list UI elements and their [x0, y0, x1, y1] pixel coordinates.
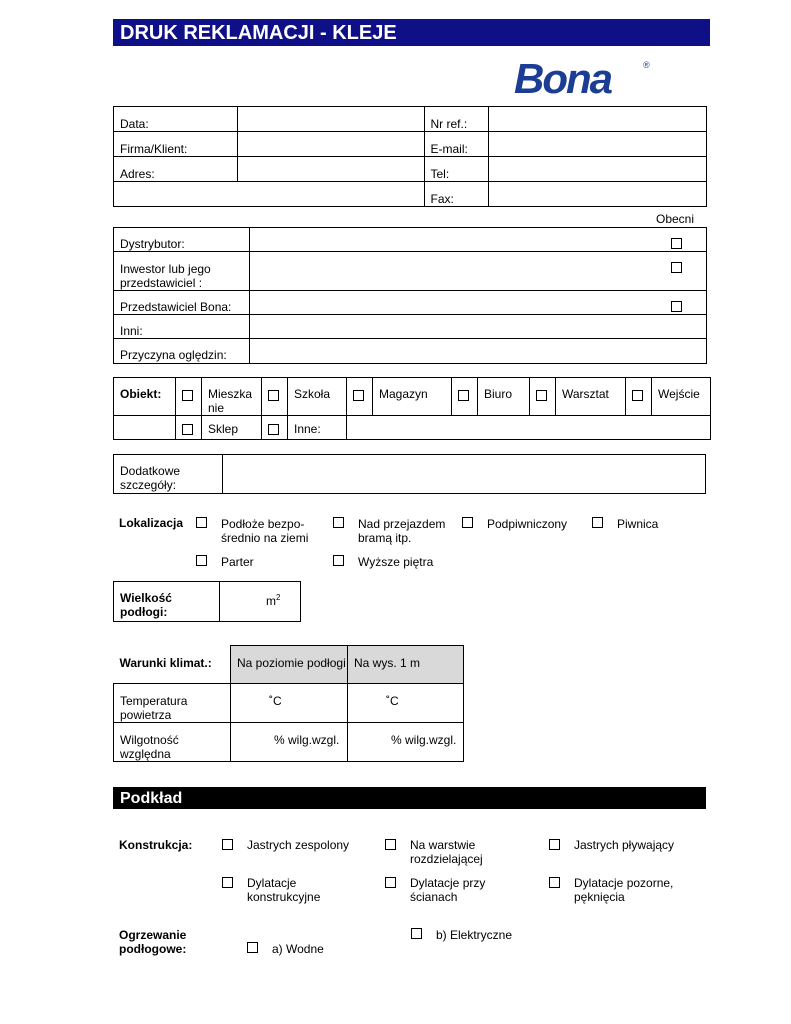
location-option: Wyższe piętra: [358, 555, 434, 569]
humidity-height-field[interactable]: % wilg.wzgl.: [348, 723, 464, 762]
tel-field[interactable]: [489, 157, 707, 182]
object-other-field[interactable]: [347, 416, 711, 440]
checkbox-icon[interactable]: [411, 928, 422, 939]
details-field[interactable]: [223, 455, 706, 494]
company-field[interactable]: [237, 132, 424, 157]
checkbox-icon[interactable]: [333, 517, 344, 528]
tel-label: Tel:: [424, 157, 489, 182]
location-option: Piwnica: [617, 517, 659, 531]
checkbox-icon[interactable]: [549, 839, 560, 850]
registered-icon: ®: [643, 60, 650, 70]
heating-label: Ogrzewanie podłogowe:: [119, 928, 187, 956]
object-checkbox[interactable]: [176, 378, 202, 416]
company-label: Firma/Klient:: [114, 132, 238, 157]
checkbox-icon[interactable]: [549, 877, 560, 888]
date-label: Data:: [114, 107, 238, 132]
checkbox-icon[interactable]: [268, 390, 279, 401]
object-checkbox[interactable]: [530, 378, 556, 416]
checkbox-icon[interactable]: [632, 390, 643, 401]
construction-option: Dylatacje pozorne, pęknięcia: [574, 876, 674, 904]
fax-field[interactable]: [489, 182, 707, 207]
construction-label: Konstrukcja:: [119, 838, 193, 852]
present-row-field[interactable]: [250, 291, 707, 315]
floor-size-table: [113, 581, 301, 622]
present-row-field[interactable]: [250, 315, 707, 339]
present-row-field[interactable]: [250, 339, 707, 364]
client-info-table: [113, 106, 707, 207]
checkbox-icon[interactable]: [671, 238, 682, 249]
checkbox-icon[interactable]: [458, 390, 469, 401]
climate-table: [113, 645, 464, 762]
address-field[interactable]: [237, 157, 424, 182]
object-option: Inne:: [288, 416, 347, 440]
area-unit-exponent: 2: [276, 593, 281, 602]
checkbox-icon[interactable]: [385, 877, 396, 888]
section-title: Podkład: [113, 787, 706, 809]
object-checkbox[interactable]: [452, 378, 478, 416]
construction-option: Dylatacje konstrukcyjne: [247, 876, 321, 904]
ref-label: Nr ref.:: [424, 107, 489, 132]
checkbox-icon[interactable]: [247, 942, 258, 953]
ref-field[interactable]: [489, 107, 707, 132]
present-row-label: Dystrybutor:: [114, 228, 250, 252]
present-row-label: Inwestor lub jego przedstawiciel :: [114, 252, 250, 291]
checkbox-icon[interactable]: [536, 390, 547, 401]
object-checkbox[interactable]: [347, 378, 373, 416]
humidity-label: Wilgotność względna: [114, 723, 231, 762]
details-table: [113, 454, 706, 494]
location-label: Lokalizacja: [119, 516, 184, 530]
floor-size-field[interactable]: [220, 582, 301, 622]
heating-option-electric: b) Elektryczne: [436, 928, 513, 942]
object-option: Wejście: [652, 378, 711, 416]
construction-option: Na warstwie rozdzielającej: [410, 838, 483, 866]
location-option: Parter: [221, 555, 254, 569]
object-empty-cell: [114, 416, 176, 440]
location-option: Podpiwniczony: [487, 517, 568, 531]
climate-label: Warunki klimat.:: [114, 646, 231, 684]
fax-label: Fax:: [424, 182, 489, 207]
object-option: Mieszka nie: [202, 378, 262, 416]
present-header: Obecni: [656, 212, 695, 226]
object-checkbox[interactable]: [626, 378, 652, 416]
checkbox-icon[interactable]: [385, 839, 396, 850]
location-option: Nad przejazdem bramą itp.: [358, 517, 446, 545]
present-row-field[interactable]: [250, 252, 707, 291]
object-option: Biuro: [478, 378, 530, 416]
object-option: Magazyn: [373, 378, 452, 416]
checkbox-icon[interactable]: [333, 555, 344, 566]
climate-col-height: Na wys. 1 m: [348, 646, 464, 684]
temperature-height-field[interactable]: ˚C: [348, 684, 464, 723]
area-unit: m: [266, 594, 276, 608]
object-table: [113, 377, 711, 440]
object-option: Sklep: [202, 416, 262, 440]
checkbox-icon[interactable]: [222, 839, 233, 850]
location-option: Podłoże bezpo- średnio na ziemi: [221, 517, 309, 545]
page-title: DRUK REKLAMACJI - KLEJE: [113, 19, 710, 46]
checkbox-icon[interactable]: [196, 555, 207, 566]
checkbox-icon[interactable]: [222, 877, 233, 888]
details-label: Dodatkowe szczegóły:: [114, 455, 223, 494]
object-checkbox[interactable]: [262, 416, 288, 440]
construction-option: Jastrych zespolony: [247, 838, 350, 852]
address-field-2[interactable]: [114, 182, 425, 207]
checkbox-icon[interactable]: [196, 517, 207, 528]
object-label: Obiekt:: [114, 378, 176, 416]
object-checkbox[interactable]: [176, 416, 202, 440]
bona-logo: Bona: [514, 55, 611, 102]
humidity-floor-field[interactable]: % wilg.wzgl.: [231, 723, 348, 762]
present-row-label: Przedstawiciel Bona:: [114, 291, 250, 315]
temperature-floor-field[interactable]: ˚C: [231, 684, 348, 723]
checkbox-icon[interactable]: [353, 390, 364, 401]
address-label: Adres:: [114, 157, 238, 182]
checkbox-icon[interactable]: [268, 424, 279, 435]
checkbox-icon[interactable]: [592, 517, 603, 528]
climate-col-floor: Na poziomie podłogi: [231, 646, 348, 684]
object-option: Szkoła: [288, 378, 347, 416]
date-field[interactable]: [237, 107, 424, 132]
construction-option: Dylatacje przy ścianach: [410, 876, 486, 904]
checkbox-icon[interactable]: [671, 301, 682, 312]
checkbox-icon[interactable]: [671, 262, 682, 273]
checkbox-icon[interactable]: [182, 424, 193, 435]
checkbox-icon[interactable]: [462, 517, 473, 528]
checkbox-icon[interactable]: [182, 390, 193, 401]
email-field[interactable]: [489, 132, 707, 157]
object-option: Warsztat: [556, 378, 626, 416]
object-checkbox[interactable]: [262, 378, 288, 416]
construction-option: Jastrych pływający: [574, 838, 675, 852]
present-row-label: Inni:: [114, 315, 250, 339]
present-table: [113, 227, 707, 364]
temperature-label: Temperatura powietrza: [114, 684, 231, 723]
present-row-field[interactable]: [250, 228, 707, 252]
email-label: E-mail:: [424, 132, 489, 157]
present-row-label: Przyczyna oględzin:: [114, 339, 250, 364]
heating-option-water: a) Wodne: [272, 942, 324, 956]
floor-size-label: Wielkość podłogi:: [114, 582, 220, 622]
